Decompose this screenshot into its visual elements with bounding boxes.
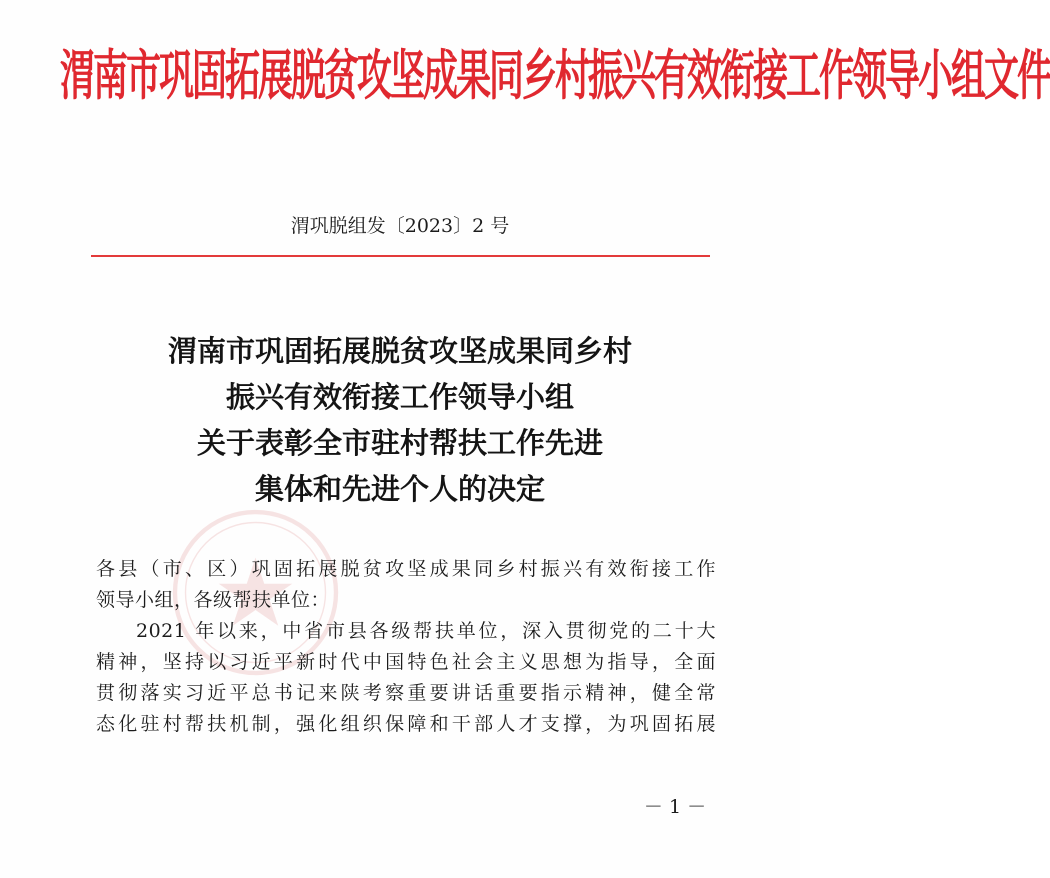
title-line-2: 振兴有效衔接工作领导小组: [225, 380, 574, 414]
body-line-paragraph-1: 2021 年以来，中省市县各级帮扶单位，深入贯彻党的二十大: [136, 620, 716, 642]
title-line-1: 渭南市巩固拓展脱贫攻坚成果同乡村: [167, 334, 632, 368]
body-line-paragraph-4: 态化驻村帮扶机制，强化组织保障和干部人才支撑，为巩固拓展: [96, 713, 716, 735]
page-number: － 1 －: [643, 796, 707, 818]
title-line-3: 关于表彰全市驻村帮扶工作先进: [196, 426, 603, 460]
body-line-paragraph-2: 精神，坚持以习近平新时代中国特色社会主义思想为指导，全面: [96, 651, 716, 673]
decision-title: [0, 328, 800, 512]
body-paragraphs: [96, 554, 716, 740]
body-line-salutation-2: 领导小组，各级帮扶单位：: [96, 589, 331, 611]
title-line-4: 集体和先进个人的决定: [254, 472, 545, 506]
body-line-salutation-1: 各县（市、区）巩固拓展脱贫攻坚成果同乡村振兴有效衔接工作: [96, 558, 716, 580]
red-divider-line: [91, 255, 710, 257]
document-header-title: 渭南市巩固拓展脱贫攻坚成果同乡村振兴有效衔接工作领导小组文件: [60, 44, 1050, 108]
document-number: 渭巩脱组发〔2023〕2 号: [290, 215, 510, 237]
body-line-paragraph-3: 贯彻落实习近平总书记来陕考察重要讲话重要指示精神，健全常: [96, 682, 716, 704]
